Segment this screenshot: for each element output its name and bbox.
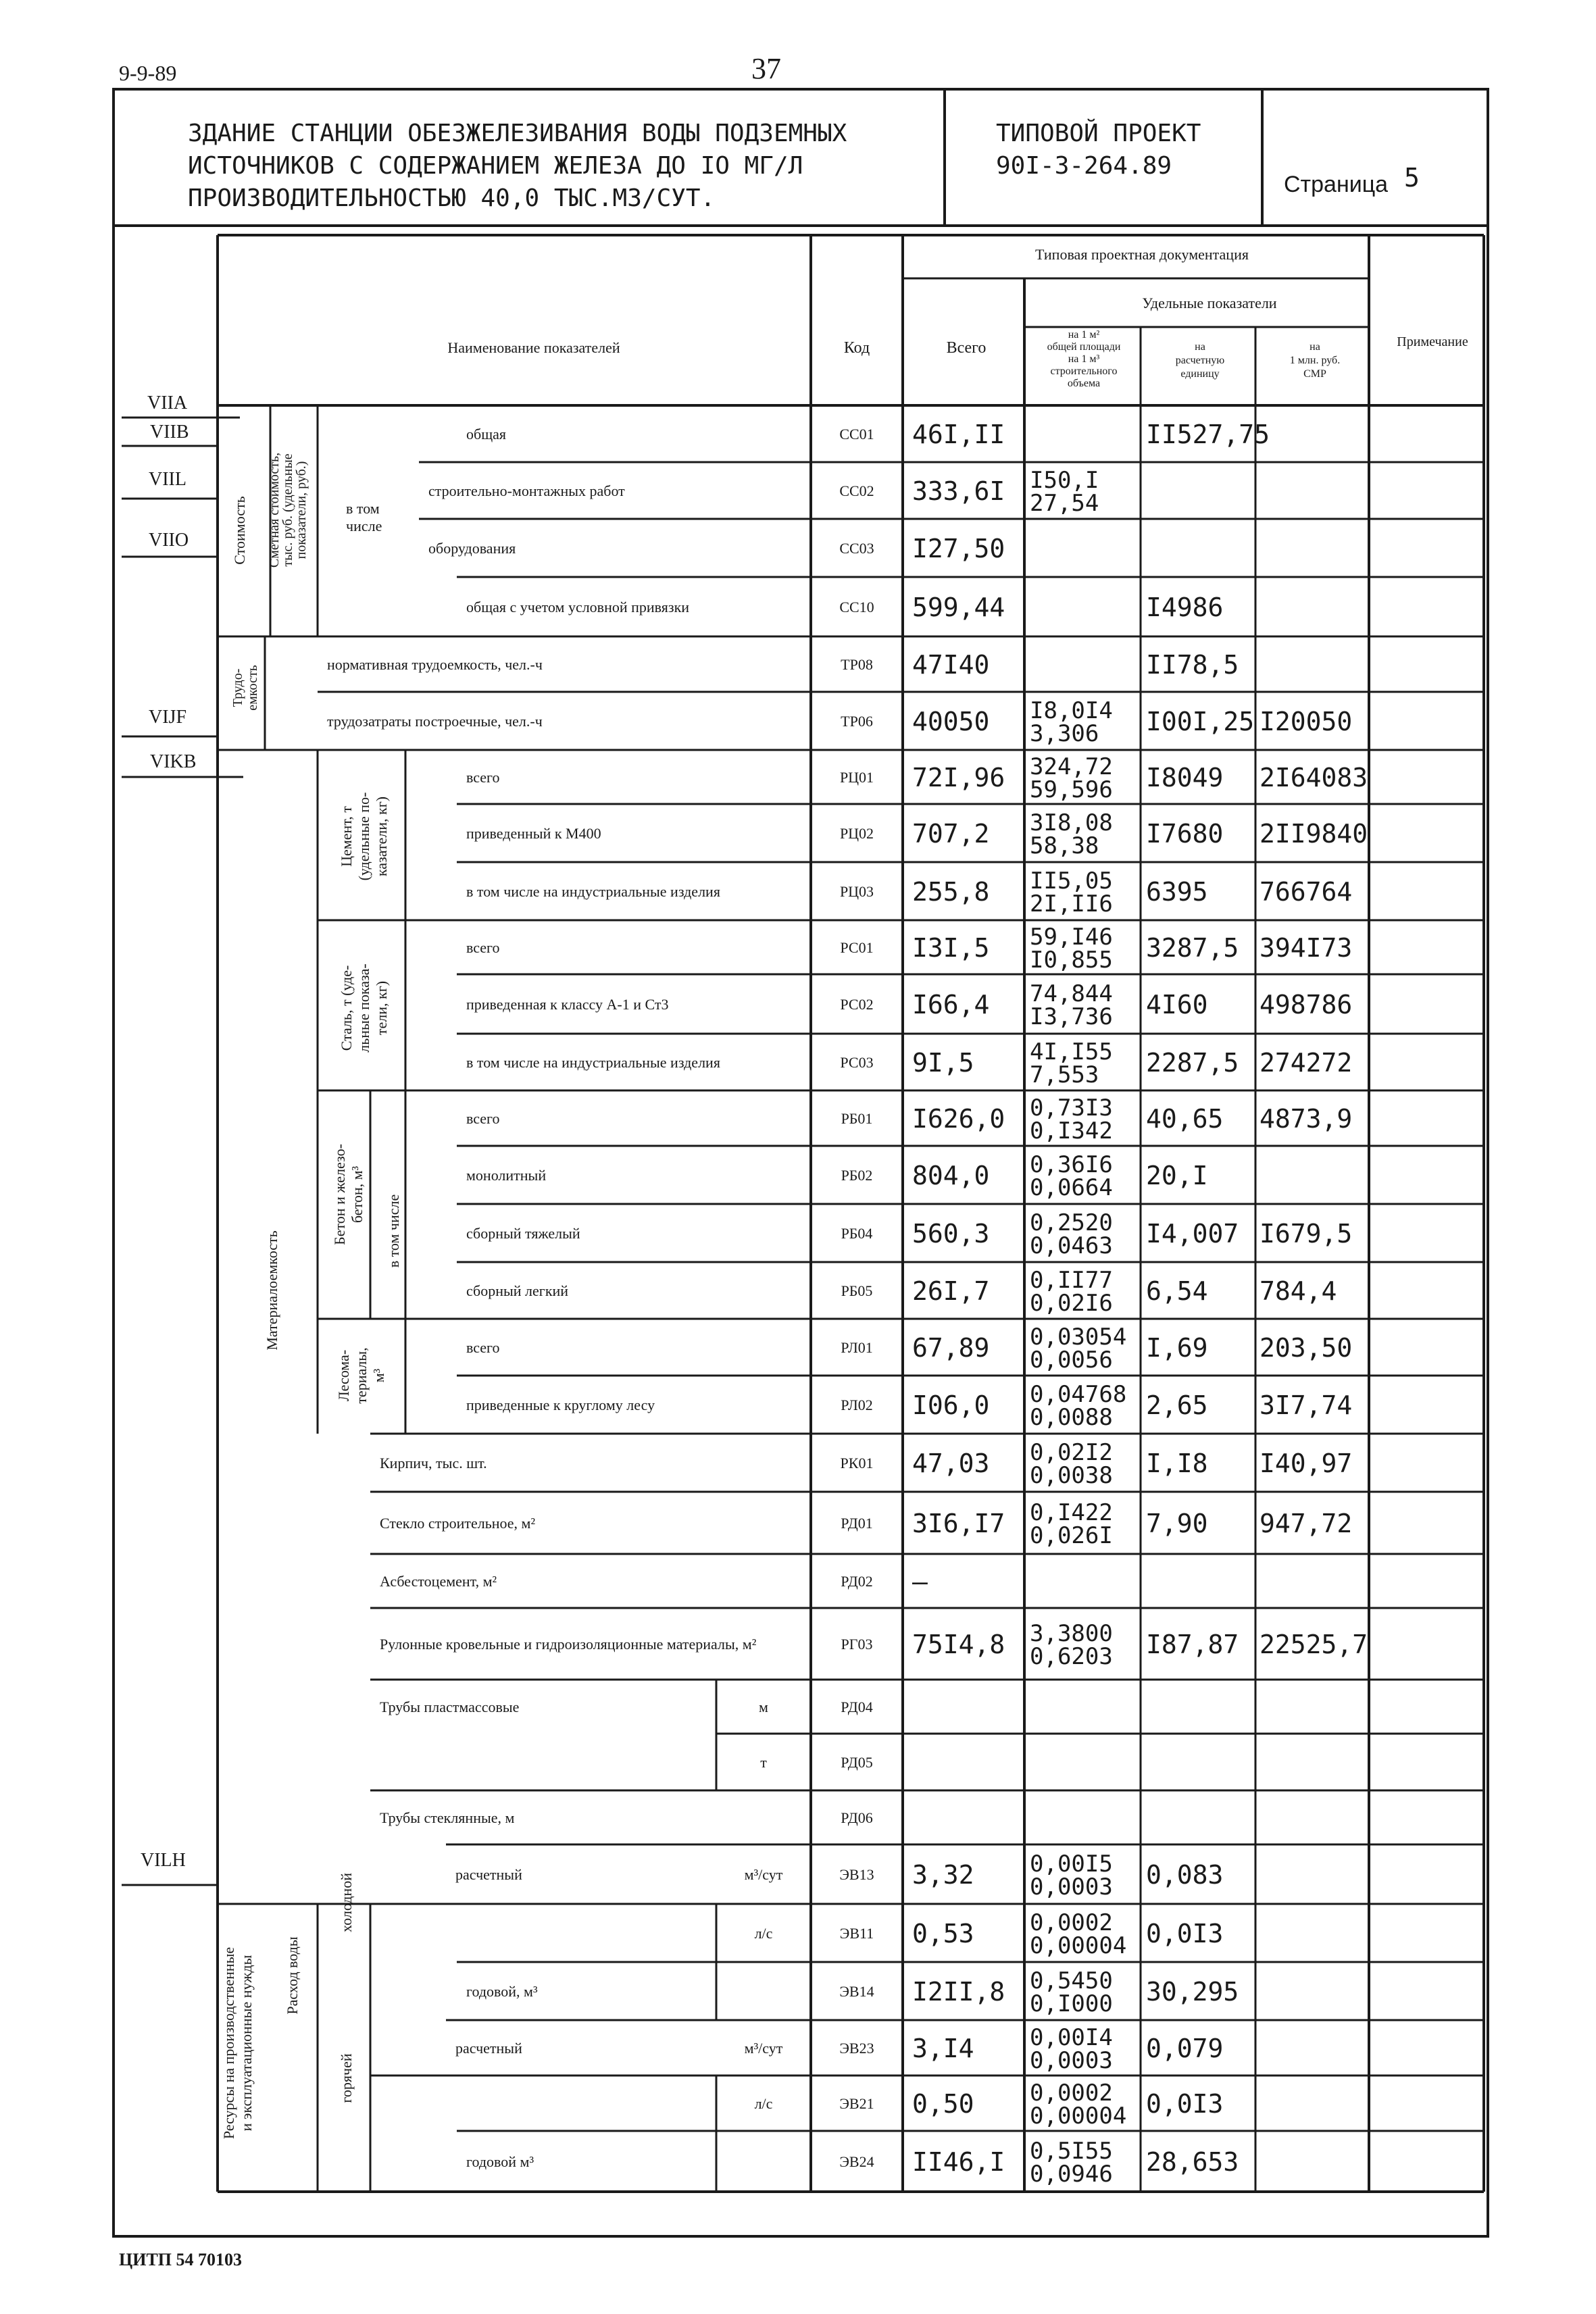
row-spec1-volume: 0,6203	[1030, 1643, 1113, 1670]
label-cost-sub-3: показатели, руб.)	[294, 461, 309, 559]
row-spec1-area: 0,00I5	[1030, 1851, 1113, 1878]
row-code: РБ04	[841, 1225, 873, 1242]
label-resources-1: Ресурсы на производственные	[220, 1946, 237, 2140]
header-spec3-l1: на	[1310, 341, 1320, 353]
row-total: 0,50	[912, 2089, 974, 2119]
row-spec1-area: 74,844	[1030, 980, 1113, 1007]
row-spec1-area: 0,36I6	[1030, 1151, 1113, 1178]
row-code: РС02	[840, 996, 874, 1013]
row-unit: м	[759, 1699, 768, 1715]
row-spec2: 4I60	[1146, 990, 1208, 1020]
header-spec1-l1: на 1 м²	[1068, 329, 1100, 341]
row-total: –	[912, 1567, 928, 1596]
row-spec2: 7,90	[1146, 1509, 1208, 1538]
row-code: РЛ01	[841, 1339, 873, 1356]
row-spec1-volume: 0,00004	[1030, 1932, 1127, 1959]
row-total: I3I,5	[912, 933, 990, 963]
row-total: 40050	[912, 707, 990, 736]
row-unit: м³/сут	[744, 1866, 783, 1883]
side-code-viil: VIIL	[149, 469, 186, 490]
row-spec3: 2I64083	[1260, 763, 1368, 793]
row-spec1-volume: 59,596	[1030, 776, 1113, 803]
row-spec1-volume: 0,I342	[1030, 1117, 1113, 1145]
row-spec1-area: I8,0I4	[1030, 697, 1113, 724]
row-spec2: I,I8	[1146, 1449, 1208, 1478]
row-spec1-area: 0,0002	[1030, 2080, 1113, 2107]
label-cement-3: казатели, кг)	[373, 796, 390, 877]
row-name: сборный легкий	[466, 1282, 569, 1299]
row-spec3: 3I7,74	[1260, 1390, 1353, 1420]
row-code: ЭВ11	[839, 1925, 874, 1942]
header-title-line-3: ПРОИЗВОДИТЕЛЬНОСТЬЮ 40,0 ТЫС.МЗ/СУТ.	[188, 184, 716, 212]
label-steel-1: Сталь, т (уде-	[338, 965, 355, 1051]
row-name: Трубы пластмассовые	[380, 1699, 520, 1715]
row-unit: т	[760, 1754, 767, 1771]
row-spec1-area: II5,05	[1030, 867, 1113, 895]
row-spec1-area: 59,I46	[1030, 924, 1113, 951]
row-total: 26I,7	[912, 1276, 990, 1306]
row-spec1-volume: 0,0003	[1030, 2047, 1113, 2074]
row-name: в том числе на индустриальные изделия	[466, 883, 720, 900]
row-total: 0,53	[912, 1919, 974, 1948]
side-code-viia: VIIA	[147, 393, 188, 413]
row-code: РД02	[841, 1573, 873, 1590]
row-name: приведенный к М400	[466, 825, 601, 842]
row-name: общая	[466, 426, 507, 443]
row-spec3: I679,5	[1260, 1219, 1353, 1249]
row-total: I66,4	[912, 990, 990, 1020]
row-total: 3I6,I7	[912, 1509, 1005, 1538]
row-spec2: 2287,5	[1146, 1048, 1239, 1078]
row-total: I626,0	[912, 1104, 1005, 1134]
side-code-viio: VIIO	[149, 530, 189, 551]
row-spec1-volume: 0,00004	[1030, 2103, 1127, 2130]
row-spec2: 0,0I3	[1146, 1919, 1224, 1948]
header-spec1-l3: на 1 м³	[1068, 353, 1100, 365]
row-name: Рулонные кровельные и гидроизоляционные материалы, м²	[380, 1636, 757, 1653]
row-spec1-volume: 0,02I6	[1030, 1290, 1113, 1317]
row-spec1-volume: 0,0463	[1030, 1232, 1113, 1259]
row-spec1-area: 0,5I55	[1030, 2138, 1113, 2165]
row-spec1-area: 0,04768	[1030, 1381, 1127, 1408]
row-name: расчетный	[455, 2040, 522, 2057]
label-concrete-2: бетон, м³	[349, 1165, 366, 1224]
row-spec1-volume: 27,54	[1030, 490, 1099, 517]
row-spec2: 28,653	[1146, 2147, 1239, 2177]
row-total: I27,50	[912, 534, 1005, 563]
row-spec3: 2II9840	[1260, 819, 1368, 849]
row-name: всего	[466, 939, 500, 956]
row-spec1-area: 0,I422	[1030, 1499, 1113, 1526]
row-spec2: I4,007	[1146, 1219, 1239, 1249]
label-labor-1: Трудо-	[230, 668, 245, 707]
row-name: Кирпич, тыс. шт.	[380, 1455, 487, 1472]
row-unit: м³/сут	[744, 2040, 783, 2057]
label-hot: горячей	[338, 2053, 355, 2103]
row-name: годовой, м³	[466, 1983, 538, 2000]
row-spec2: I,69	[1146, 1333, 1208, 1363]
row-spec2: I87,87	[1146, 1630, 1239, 1659]
header-specific-group: Удельные показатели	[1142, 295, 1277, 311]
row-total: 333,6I	[912, 476, 1005, 506]
row-spec3: 22525,7	[1260, 1630, 1368, 1659]
row-spec1-volume: 7,553	[1030, 1061, 1099, 1088]
label-in-number-2: числе	[346, 518, 382, 534]
row-total: 72I,96	[912, 763, 1005, 793]
row-name: всего	[466, 769, 500, 786]
project-number: 90I-3-264.89	[996, 152, 1172, 180]
row-spec1-area: 0,2520	[1030, 1209, 1113, 1236]
row-total: 560,3	[912, 1219, 990, 1249]
label-cement-1: Цемент, т	[338, 806, 355, 867]
row-spec2: 0,083	[1146, 1860, 1224, 1890]
row-spec1-volume: 0,0003	[1030, 1873, 1113, 1901]
header-spec1-l4: строительного	[1050, 366, 1118, 377]
row-spec2: 40,65	[1146, 1104, 1224, 1134]
row-code: РГ03	[841, 1636, 873, 1653]
row-spec1-volume: 58,38	[1030, 832, 1099, 859]
row-code: ЭВ14	[839, 1983, 874, 2000]
row-code: СС10	[839, 599, 874, 615]
row-spec2: 3287,5	[1146, 933, 1239, 963]
header-title-line-2: ИСТОЧНИКОВ С СОДЕРЖАНИЕМ ЖЕЛЕЗА ДО IO МГ/Л	[188, 152, 803, 180]
row-name: всего	[466, 1339, 500, 1356]
label-materials: Материалоемкость	[264, 1230, 280, 1351]
row-code: ЭВ23	[839, 2040, 874, 2057]
row-total: 9I,5	[912, 1048, 974, 1078]
row-name: приведенные к круглому лесу	[466, 1397, 655, 1413]
row-code: РБ02	[841, 1167, 873, 1184]
row-spec2: I00I,25	[1146, 707, 1255, 736]
header-spec3-l2: 1 млн. руб.	[1289, 355, 1341, 366]
row-spec3: 498786	[1260, 990, 1353, 1020]
row-spec2: I8049	[1146, 763, 1224, 793]
label-concrete-sub: в том числе	[385, 1194, 402, 1268]
row-name: монолитный	[466, 1167, 547, 1184]
row-total: 707,2	[912, 819, 990, 849]
header-name-col: Наименование показателей	[447, 339, 620, 356]
column-headers	[447, 246, 1468, 389]
row-code: РБ01	[841, 1110, 873, 1127]
row-spec2: II78,5	[1146, 650, 1239, 680]
row-spec1-volume: I0,855	[1030, 947, 1113, 974]
row-name: строительно-монтажных работ	[428, 482, 625, 499]
header-note-col: Примечание	[1397, 334, 1468, 349]
row-spec1-area: I50,I	[1030, 467, 1099, 494]
row-code: ТР08	[841, 656, 873, 673]
row-total: 47I40	[912, 650, 990, 680]
row-total: 3,32	[912, 1860, 974, 1890]
project-label: ТИПОВОЙ ПРОЕКТ	[996, 120, 1201, 147]
row-total: 46I,II	[912, 420, 1005, 449]
row-total: 67,89	[912, 1333, 990, 1363]
label-cost-sub-2: тыс. руб. (удельные	[280, 453, 295, 567]
label-in-number-1: в том	[346, 500, 380, 517]
row-code: СС01	[839, 426, 874, 443]
row-spec1-volume: 2I,II6	[1030, 890, 1113, 917]
side-code-vikb: VIKB	[150, 751, 197, 772]
row-code: ЭВ21	[839, 2095, 874, 2112]
label-timber-3: м³	[370, 1368, 387, 1383]
row-spec3: 394I73	[1260, 933, 1353, 963]
row-spec2: 0,079	[1146, 2034, 1224, 2063]
row-spec1-area: 0,73I3	[1030, 1095, 1113, 1122]
row-code: РЦ01	[839, 769, 874, 786]
row-spec2: 30,295	[1146, 1977, 1239, 2007]
label-concrete-1: Бетон и железо-	[331, 1144, 348, 1245]
header-spec3-l3: СМР	[1303, 368, 1326, 380]
header-title-line-1: ЗДАНИЕ СТАНЦИИ ОБЕЗЖЕЛЕЗИВАНИЯ ВОДЫ ПОДЗЕМНЫХ	[188, 120, 847, 147]
row-name: сборный тяжелый	[466, 1225, 580, 1242]
row-spec3: 4873,9	[1260, 1104, 1353, 1134]
row-total: I2II,8	[912, 1977, 1005, 2007]
row-name: Асбестоцемент, м²	[380, 1573, 497, 1590]
label-cement-2: (удельные по-	[355, 792, 372, 881]
row-name: общая с учетом условной привязки	[466, 599, 690, 615]
row-total: 75I4,8	[912, 1630, 1005, 1659]
row-unit: л/с	[754, 1925, 773, 1942]
row-spec1-volume: 3,306	[1030, 720, 1099, 747]
label-labor-2: емкость	[245, 665, 260, 711]
label-steel-3: тели, кг)	[373, 980, 390, 1036]
row-code: РБ05	[841, 1282, 873, 1299]
page-label: Страница	[1284, 172, 1389, 197]
header-total-col: Всего	[946, 339, 987, 357]
label-water: Расход воды	[284, 1936, 301, 2015]
row-name: трудозатраты построечные, чел.-ч	[327, 713, 543, 730]
row-name: всего	[466, 1110, 500, 1127]
row-spec2: 6,54	[1146, 1276, 1208, 1306]
label-cost: Стоимость	[231, 496, 248, 565]
label-timber-1: Лесома-	[335, 1349, 352, 1402]
row-code: РЦ03	[839, 883, 874, 900]
row-spec1-volume: 0,0056	[1030, 1347, 1113, 1374]
row-name: годовой м³	[466, 2153, 534, 2170]
side-codes	[122, 393, 243, 1885]
row-spec2: 0,0I3	[1146, 2089, 1224, 2119]
row-spec3: 947,72	[1260, 1509, 1353, 1538]
row-spec3: 766764	[1260, 877, 1353, 907]
side-code-vilh: VILH	[141, 1850, 186, 1871]
row-code: ЭВ13	[839, 1866, 874, 1883]
label-timber-2: териалы,	[353, 1347, 370, 1404]
row-name: Трубы стеклянные, м	[380, 1809, 515, 1826]
row-spec1-volume: 0,0664	[1030, 1174, 1113, 1201]
row-total: 47,03	[912, 1449, 990, 1478]
row-spec2: I7680	[1146, 819, 1224, 849]
row-spec2: 20,I	[1146, 1161, 1208, 1190]
row-code: РД04	[841, 1699, 873, 1715]
header-spec1-l5: объема	[1067, 378, 1101, 389]
header-spec2-l3: единицу	[1180, 368, 1220, 380]
row-code: СС02	[839, 482, 874, 499]
row-spec1-area: 3,3800	[1030, 1620, 1113, 1647]
header-code-col: Код	[843, 339, 870, 357]
row-total: 804,0	[912, 1161, 990, 1190]
row-name: Стекло строительное, м²	[380, 1515, 536, 1532]
row-spec2: II527,75	[1146, 420, 1270, 449]
row-spec1-area: 0,02I2	[1030, 1439, 1113, 1466]
row-spec1-area: 0,03054	[1030, 1324, 1127, 1351]
row-total: II46,I	[912, 2147, 1005, 2177]
row-spec1-area: 0,II77	[1030, 1267, 1113, 1294]
row-spec1-volume: 0,0038	[1030, 1462, 1113, 1489]
row-spec1-volume: 0,0946	[1030, 2161, 1113, 2188]
row-spec3: 784,4	[1260, 1276, 1337, 1306]
label-steel-2: льные показа-	[355, 963, 372, 1053]
row-spec1-area: 4I,I55	[1030, 1038, 1113, 1065]
row-spec1-area: 0,00I4	[1030, 2024, 1113, 2051]
row-spec1-volume: 0,0088	[1030, 1404, 1113, 1431]
row-total: 3,I4	[912, 2034, 974, 2063]
side-code-vijf: VIJF	[149, 707, 187, 728]
row-spec3: I40,97	[1260, 1449, 1353, 1478]
group-labels	[220, 453, 402, 2139]
row-total: 255,8	[912, 877, 990, 907]
row-spec1-area: 3I8,08	[1030, 809, 1113, 836]
row-total: I06,0	[912, 1390, 990, 1420]
row-code: ТР06	[841, 713, 873, 730]
row-code: РС01	[840, 939, 874, 956]
row-code: РК01	[840, 1455, 874, 1472]
row-code: РЛ02	[841, 1397, 873, 1413]
row-unit: л/с	[754, 2095, 773, 2112]
row-code: ЭВ24	[839, 2153, 874, 2170]
row-spec1-area: 0,0002	[1030, 1909, 1113, 1936]
row-code: РС03	[840, 1054, 874, 1071]
row-code: СС03	[839, 540, 874, 557]
row-code: РД05	[841, 1754, 873, 1771]
header-spec1-l2: общей площади	[1047, 341, 1121, 353]
row-name: оборудования	[428, 540, 516, 557]
header-spec2-l2: расчетную	[1175, 355, 1225, 366]
label-resources-2: и эксплуатационные нужды	[238, 1955, 255, 2132]
row-spec1-area: 324,72	[1030, 753, 1113, 780]
row-code: РД01	[841, 1515, 873, 1532]
page-number: 37	[751, 52, 781, 85]
row-spec3: I20050	[1260, 707, 1353, 736]
doc-code: 9-9-89	[119, 61, 177, 85]
header-group-top: Типовая проектная документация	[1035, 246, 1249, 263]
row-spec1-volume: 0,I000	[1030, 1990, 1113, 2017]
row-spec2: 6395	[1146, 877, 1208, 907]
row-spec2: I4986	[1146, 593, 1224, 622]
row-name: расчетный	[455, 1866, 522, 1883]
row-spec1-volume: 0,026I	[1030, 1522, 1113, 1549]
footer-code: ЦИТП 54 70103	[119, 2250, 243, 2269]
row-name: приведенная к классу А-1 и Ст3	[466, 996, 669, 1013]
row-code: РД06	[841, 1809, 873, 1826]
row-code: РЦ02	[839, 825, 874, 842]
header-spec2-l1: на	[1195, 341, 1205, 353]
side-code-viib: VIIB	[150, 422, 189, 443]
label-cost-sub-1: Сметная стоимость,	[267, 452, 282, 568]
row-spec1-area: 0,5450	[1030, 1967, 1113, 1994]
row-spec2: 2,65	[1146, 1390, 1208, 1420]
row-total: 599,44	[912, 593, 1005, 622]
label-cold: холодной	[338, 1873, 355, 1932]
row-spec1-volume: I3,736	[1030, 1003, 1113, 1030]
page-value: 5	[1404, 163, 1420, 193]
row-name: в том числе на индустриальные изделия	[466, 1054, 720, 1071]
row-name: нормативная трудоемкость, чел.-ч	[327, 656, 543, 673]
row-spec3: 274272	[1260, 1048, 1353, 1078]
row-spec3: 203,50	[1260, 1333, 1353, 1363]
